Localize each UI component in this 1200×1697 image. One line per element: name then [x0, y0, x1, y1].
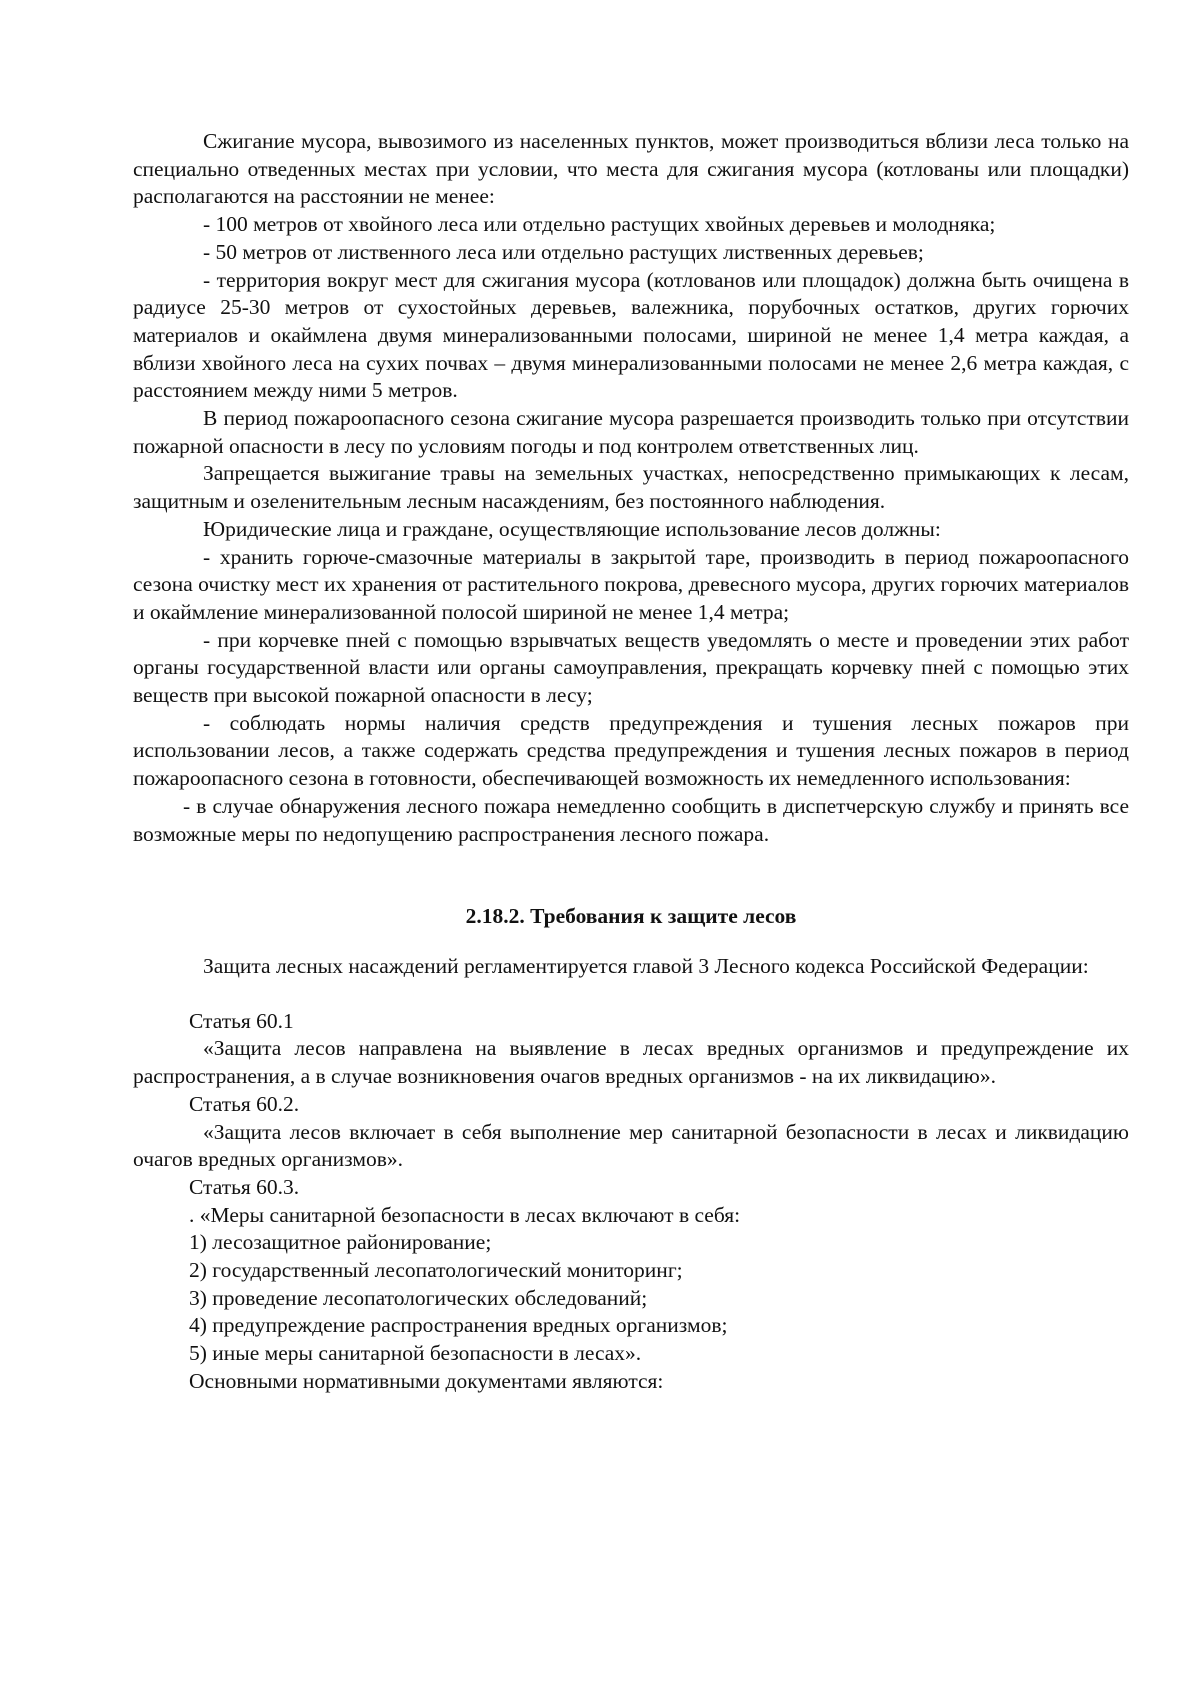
paragraph-closing: Основными нормативными документами являются: — [189, 1368, 664, 1393]
paragraph-intro-forest-code: Защита лесных насаждений регламентируется главой 3 Лесного кодекса Российской Федерации: — [203, 953, 1089, 978]
document-body — [133, 128, 1129, 1396]
paragraph-garbage-burning: Сжигание мусора, вывозимого из населенных пунктов, может производиться вблизи леса только на специально отведенных местах при условии, что места для сжигания мусора (котлованы или площадки) располагаются на расстоянии не менее: — [133, 129, 1129, 209]
article-60-1-text: «Защита лесов направлена на выявление в лесах вредных организмов и предупреждение их распространения, а в случае возникновения очагов вредных организмов - на их ликвидацию». — [133, 1036, 1129, 1089]
article-60-3-text: . «Меры санитарной безопасности в лесах включают в себя: — [189, 1202, 741, 1227]
list-item-measure-5: 5) иные меры санитарной безопасности в лесах». — [189, 1341, 642, 1366]
article-60-2-label: Статья 60.2. — [189, 1091, 300, 1116]
article-60-3-label: Статья 60.3. — [189, 1174, 300, 1199]
section-heading: 2.18.2. Требования к защите лесов — [465, 904, 797, 929]
list-item-deciduous-distance: - 50 метров от лиственного леса или отдельно растущих лиственных деревьев; — [203, 239, 924, 264]
list-item-fire-means: - соблюдать нормы наличия средств предупреждения и тушения лесных пожаров при использовании лесов, а также содержать средства предупреждения и тушения лесных пожаров в период пожароопасного сезона в готовности, обеспечивающей возможность их немедленного использования: — [133, 710, 1129, 791]
paragraph-grass-burning-ban: Запрещается выжигание травы на земельных участках, непосредственно примыкающих к лесам, защитным и озеленительным лесным насаждениям, без постоянного наблюдения. — [133, 461, 1129, 514]
list-item-territory-clearing: - территория вокруг мест для сжигания мусора (котлованов или площадок) должна быть очищена в радиусе 25-30 метров от сухостойных деревьев, валежника, порубочных остатков, других горючих материалов и окаймлена двумя минерализованными полосами, шириной не менее 1,4 метра каждая, а вблизи хвойного леса на сухих почвах – двумя минерализованными полосами не менее 2,6 метра каждая, с расстоянием между ними 5 метров. — [133, 267, 1129, 403]
article-60-1-label: Статья 60.1 — [189, 1008, 294, 1033]
list-item-fuel-storage: - хранить горюче-смазочные материалы в закрытой таре, производить в период пожароопасного сезона очистку мест их хранения от растительного покрова, древесного мусора, других горючих материалов и окаймление минерализованной полосой шириной не менее 1,4 метра; — [133, 544, 1129, 624]
paragraph-obligations-intro: Юридические лица и граждане, осуществляющие использование лесов должны: — [203, 516, 941, 541]
list-item-coniferous-distance: - 100 метров от хвойного леса или отдельно растущих хвойных деревьев и молодняка; — [203, 212, 996, 237]
list-item-measure-2: 2) государственный лесопатологический мониторинг; — [189, 1258, 683, 1283]
article-60-2-text: «Защита лесов включает в себя выполнение мер санитарной безопасности в лесах и ликвидацию очагов вредных организмов». — [133, 1119, 1129, 1172]
list-item-measure-3: 3) проведение лесопатологических обследований; — [189, 1285, 648, 1310]
list-item-measure-1: 1) лесозащитное районирование; — [189, 1230, 492, 1255]
list-item-measure-4: 4) предупреждение распространения вредных организмов; — [189, 1313, 728, 1338]
list-item-fire-report: - в случае обнаружения лесного пожара немедленно сообщить в диспетчерскую службу и принять все возможные меры по недопущению распространения лесного пожара. — [133, 793, 1129, 846]
list-item-stump-removal: - при корчевке пней с помощью взрывчатых веществ уведомлять о месте и проведении этих работ органы государственной власти или органы самоуправления, прекращать корчевку пней с помощью этих веществ при высокой пожарной опасности в лесу; — [133, 627, 1129, 708]
paragraph-fire-season: В период пожароопасного сезона сжигание мусора разрешается производить только при отсутствии пожарной опасности в лесу по условиям погоды и под контролем ответственных лиц. — [133, 406, 1129, 458]
